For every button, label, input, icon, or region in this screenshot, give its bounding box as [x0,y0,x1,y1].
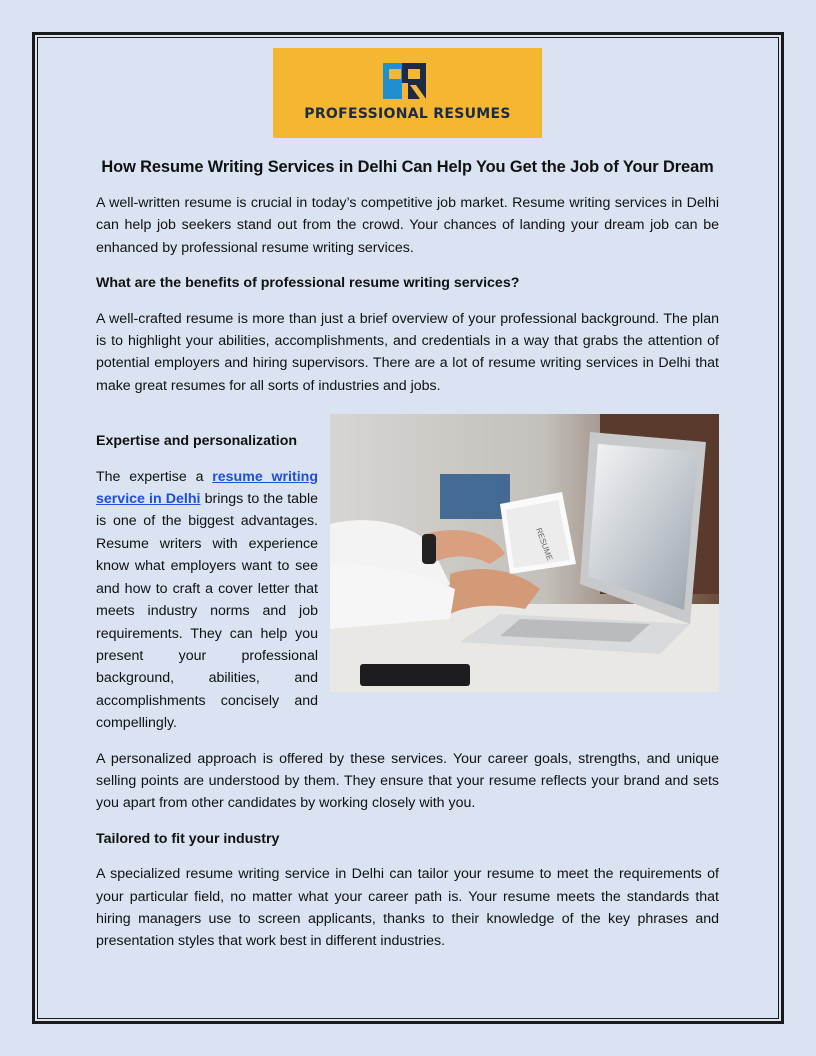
industry-paragraph: A specialized resume writing service in Delhi can tailor your resume to meet the requirements of your particular field, no matter what your career path is. Your resume meets the standards that hiring managers use to screen applicants, thanks to their knowledge of the key phrases and presentation styles that work best in different industries. [96,866,719,950]
expertise-text-after: brings to the table is one of the biggest advantages. Resume writers with experience know what employers want to see and how to craft a cover letter that meets industry norms and job requirements. They can help you present your professional background, abilities, and accomplishments concisely and compellingly. [96,491,318,732]
photo-illustration [330,414,719,692]
pr-monogram-icon [380,61,430,101]
personalized-paragraph: A personalized approach is offered by these services. Your career goals, strengths, and unique selling points are understood by them. They ensure that your resume reflects your brand and sets you apart from other candidates by working closely with you. [96,750,719,812]
expertise-text-before: The expertise a [96,468,213,485]
article-body [96,156,719,966]
logo-wordmark: PROFESSIONAL RESUMES [304,106,511,122]
intro-paragraph: A well-written resume is crucial in today’s competitive job market. Resume writing services in Delhi can help job seekers stand out from the crowd. Your chances of landing your dream job can be enhanced by professional resume writing services. [96,195,719,256]
benefits-heading: What are the benefits of professional resume writing services? [96,275,520,292]
benefits-paragraph: A well-crafted resume is more than just a brief overview of your professional background. The plan is to highlight your abilities, accomplishments, and credentials in a way that grabs the attention of potential employers and hiring supervisors. There are a lot of resume writing services in Delhi that make great resumes for all sorts of industries and jobs. [96,310,719,394]
article-title: How Resume Writing Services in Delhi Can Help You Get the Job of Your Dream [101,158,714,176]
photo-paper-label: RESUME [534,526,555,563]
laptop-resume-photo [330,414,719,692]
industry-heading: Tailored to fit your industry [96,830,280,847]
resume-writing-service-link[interactable]: resume writing service in Delhi [96,468,318,508]
professional-resumes-logo [273,48,542,138]
expertise-heading: Expertise and personalization [96,433,298,450]
